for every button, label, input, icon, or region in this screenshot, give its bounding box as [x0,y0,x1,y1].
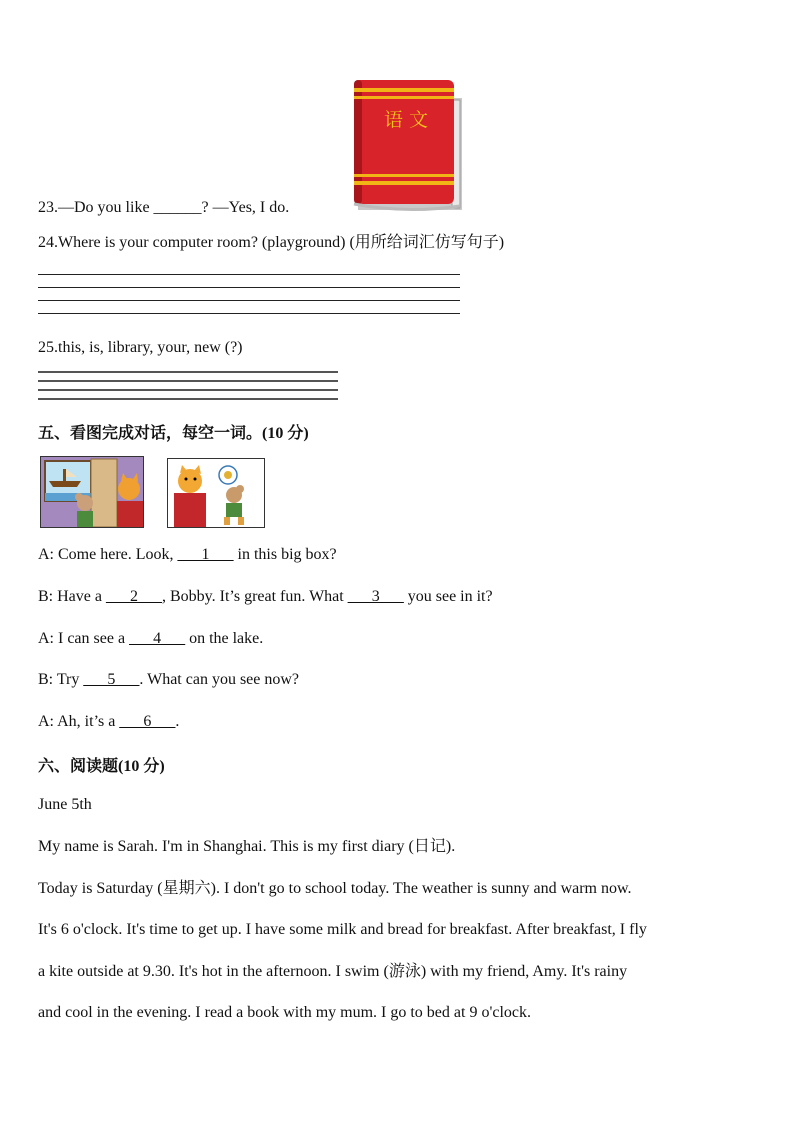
question-24: 24.Where is your computer room? (playground) (用所给词汇仿写句子) [38,234,505,251]
blank-2: ___2___ [105,588,162,605]
blank-5: ___5___ [83,671,140,688]
diary-paragraph-line: Today is Saturday (星期六). I don't go to school today. The weather is sunny and warm now. [38,880,632,897]
answer-line [38,313,460,314]
question-23: 23.—Do you like ______? —Yes, I do. [38,199,290,216]
blank-4: ___4___ [129,630,186,647]
blank-1: ___1___ [177,546,234,563]
diary-paragraph-line: a kite outside at 9.30. It's hot in the afternoon. I swim (游泳) with my friend, Amy. It's rainy [38,963,628,980]
answer-line [38,398,338,400]
section-6-heading: 六、阅读题(10 分) [38,758,165,775]
diary-paragraph-line: and cool in the evening. I read a book with my mum. I go to bed at 9 o'clock. [38,1004,531,1021]
dialogue-line-1: A: Come here. Look, ___1___ in this big box? [38,546,337,563]
section-5-heading: 五、看图完成对话，每空一词。(10 分) [38,425,309,442]
blank-3: ___3___ [347,588,404,605]
answer-line [38,287,460,288]
dialogue-line-4: B: Try ___5___. What can you see now? [38,671,300,688]
dialogue-line-3: A: I can see a ___4___ on the lake. [38,630,264,647]
book-title-text: 语 文 [383,109,429,131]
answer-line [38,371,338,373]
answer-line [38,274,460,275]
answer-line [38,389,338,391]
answer-line [38,380,338,382]
answer-line [38,300,460,301]
dialogue-line-5: A: Ah, it’s a ___6___. [38,713,180,730]
blank-6: ___6___ [119,713,176,730]
dialogue-picture-2 [167,458,265,528]
diary-paragraph-line: It's 6 o'clock. It's time to get up. I have some milk and bread for breakfast. After breakfast, I fly [38,921,647,938]
diary-intro: My name is Sarah. I'm in Shanghai. This is my first diary (日记). [38,838,456,855]
diary-date: June 5th [38,796,92,813]
dialogue-line-2: B: Have a ___2___, Bobby. It’s great fun. What ___3___ you see in it? [38,588,493,605]
chinese-textbook-image [352,78,464,212]
question-25: 25.this, is, library, your, new (?) [38,339,243,356]
dialogue-picture-1 [40,456,144,528]
